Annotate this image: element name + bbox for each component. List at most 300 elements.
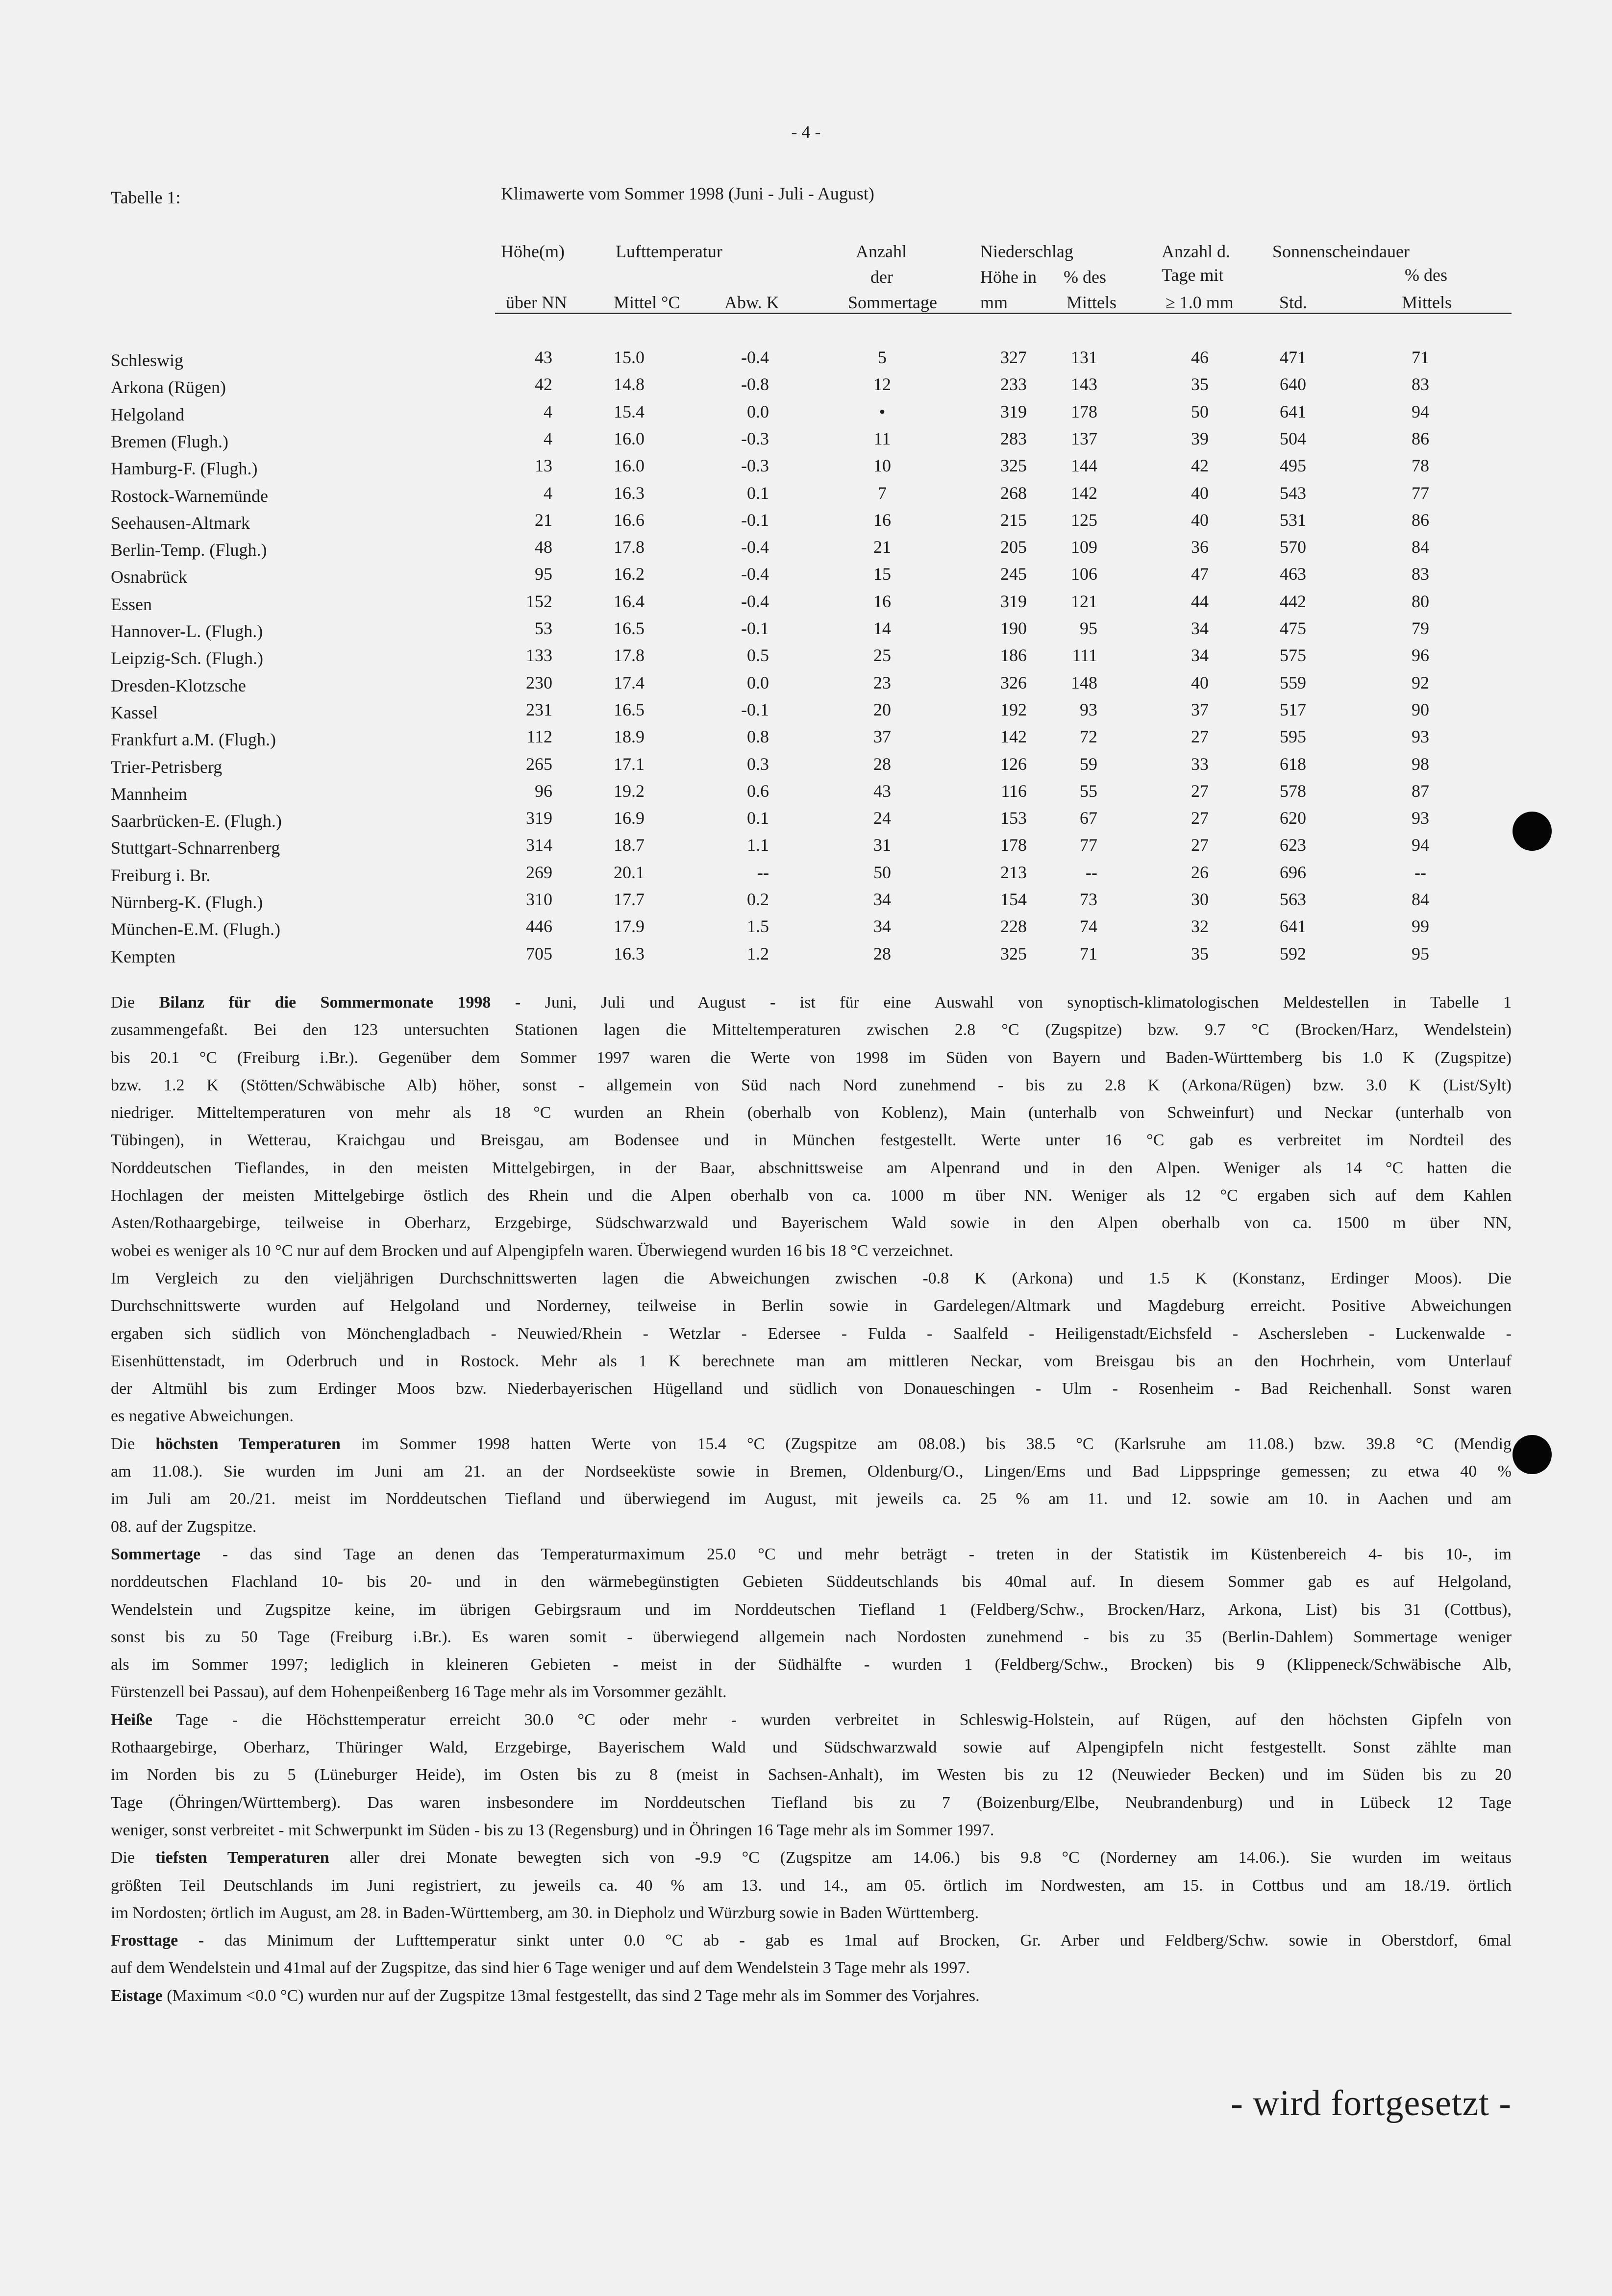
cell-mittel: 16.0: [614, 456, 645, 476]
cell-mittel: 17.4: [614, 672, 645, 692]
cell-niederschlag-mm: 116: [1001, 781, 1027, 801]
header-der: der: [870, 267, 893, 287]
cell-sonne-prozent: 87: [1412, 781, 1429, 801]
cell-niederschlag-prozent: 131: [1071, 347, 1097, 367]
prose-line-text: Eisenhüttenstadt, im Oderbruch und in Rostock. Mehr als 1 K berechnete man am mittleren Neckar, vom Breisgau bis an den Hochrhein, vom Unterlauf: [111, 1352, 1512, 1370]
cell-sonne-prozent: 94: [1412, 401, 1429, 421]
cell-sonne-std: 620: [1280, 808, 1306, 828]
prose-line-text: Hochlagen der meisten Mittelgebirge östlich des Rhein und die Alpen oberhalb von ca. 1000 m über NN. Weniger als 12 °C ergaben sich auf dem Kahlen: [111, 1186, 1512, 1205]
cell-tage: 34: [1191, 645, 1209, 666]
prose-line: [111, 1872, 1512, 1900]
cell-sommertage: 24: [873, 808, 891, 828]
prose-line: [111, 1182, 1512, 1210]
prose-line: [111, 1485, 1512, 1513]
cell-niederschlag-prozent: 106: [1071, 564, 1097, 584]
prose-line: [111, 1513, 1512, 1541]
prose-line: [111, 1292, 1512, 1320]
prose-line-text: Fürstenzell bei Passau), auf dem Hohenpeißenberg 16 Tage mehr als im Vorsommer gezählt.: [111, 1683, 727, 1702]
prose-line-text: (Maximum <0.0 °C) wurden nur auf der Zugspitze 13mal festgestellt, das sind 2 Tage mehr als im Sommer des Vorjahres.: [162, 1986, 980, 2005]
prose-line-text: - das Minimum der Lufttemperatur sinkt unter 0.0 °C ab - gab es 1mal auf Brocken, Gr. Arber und Feldberg/Schw. sowie in Oberstdorf, 6mal: [178, 1931, 1512, 1950]
table-row: [0, 374, 1612, 404]
prose-line: [111, 1403, 1512, 1430]
cell-sonne-prozent: 80: [1412, 591, 1429, 611]
prose-line-text: zusammengefaßt. Bei den 123 untersuchten Stationen lagen die Mitteltemperaturen zwischen 2.8 °C (Zugspitze) bzw. 9.7 °C (Brocken/Harz, Wendelstein): [111, 1021, 1512, 1039]
cell-abweichung: 0.0: [747, 672, 769, 692]
cell-sonne-std: 623: [1280, 835, 1306, 855]
cell-niederschlag-prozent: 142: [1071, 483, 1097, 503]
prose-line-text: - Juni, Juli und August - ist für eine Auswahl von synoptisch-klimatologischen Meldestellen in Tabelle 1: [491, 993, 1512, 1012]
prose-line-text: - das sind Tage an denen das Temperaturmaximum 25.0 °C und mehr beträgt - treten in der Statistik im Küstenbereich 4- bis 10-, im: [200, 1545, 1512, 1563]
cell-sommertage: 37: [873, 727, 891, 747]
prose-line: [111, 1734, 1512, 1761]
prose-line-text: bzw. 1.2 K (Stötten/Schwäbische Alb) höher, sonst - allgemein von Süd nach Nord zunehmend - bis zu 2.8 K (Arkona/Rügen) bzw. 3.0 K (List/Sylt): [111, 1076, 1512, 1094]
cell-tage: 44: [1191, 591, 1209, 611]
prose-line-text: 08. auf der Zugspitze.: [111, 1517, 257, 1536]
cell-sommertage: 34: [873, 916, 891, 937]
prose-line-text: der Altmühl bis zum Erdinger Moos bzw. Niederbayerischen Hügelland und südlich von Donaueschingen - Ulm - Rosenheim - Bad Reichenhall. Sonst waren: [111, 1380, 1512, 1398]
prose-line: [111, 1541, 1512, 1568]
cell-hoehe: 133: [526, 645, 552, 666]
cell-sommertage: 16: [873, 510, 891, 530]
cell-sonne-std: 475: [1280, 618, 1306, 638]
cell-hoehe: 705: [526, 943, 552, 963]
cell-station: Osnabrück: [111, 567, 187, 587]
cell-niederschlag-prozent: 73: [1080, 889, 1097, 909]
table-row: [0, 510, 1612, 540]
cell-sommertage: 14: [873, 618, 891, 638]
cell-hoehe: 42: [535, 374, 552, 395]
cell-niederschlag-prozent: 95: [1080, 618, 1097, 638]
prose-line-text: sonst bis zu 50 Tage (Freiburg i.Br.). Es waren somit - überwiegend allgemein nach Nordosten zunehmend - bis zu 35 (Berlin-Dahlem) Sommertage weniger: [111, 1628, 1512, 1646]
cell-tage: 40: [1191, 510, 1209, 530]
cell-station: Trier-Petrisberg: [111, 757, 223, 777]
cell-hoehe: 53: [535, 618, 552, 638]
cell-sonne-std: 517: [1280, 699, 1306, 719]
cell-sommertage: 5: [878, 347, 887, 367]
cell-sonne-std: 641: [1280, 401, 1306, 421]
header-std: Std.: [1279, 293, 1308, 312]
cell-niederschlag-mm: 126: [1000, 754, 1027, 774]
prose-line: [111, 1099, 1512, 1127]
cell-hoehe: 231: [526, 699, 552, 719]
cell-sommertage: 15: [873, 564, 891, 584]
cell-sommertage: 28: [873, 754, 891, 774]
cell-mittel: 16.6: [614, 510, 645, 530]
prose-line-text: Tage - die Höchsttemperatur erreicht 30.0 °C oder mehr - wurden verbreitet in Schleswig-Holstein, auf Rügen, auf den höchsten Gipfeln von: [152, 1710, 1512, 1729]
cell-niederschlag-mm: 142: [1000, 727, 1027, 747]
header-hoehe-in: Höhe in: [980, 267, 1037, 287]
continued-note: - wird fortgesetzt -: [1231, 2083, 1512, 2123]
cell-sonne-prozent: 90: [1412, 699, 1429, 719]
cell-niederschlag-prozent: --: [1086, 862, 1097, 882]
cell-niederschlag-prozent: 121: [1071, 591, 1097, 611]
prose-line: [111, 1761, 1512, 1789]
prose-line-text: Durchschnittswerte wurden auf Helgoland und Norderney, teilweise in Berlin sowie in Gardelegen/Altmark und Magdeburg erreicht. Positive Abweichungen: [111, 1297, 1512, 1315]
prose-line-text: wobei es weniger als 10 °C nur auf dem Brocken und auf Alpengipfeln waren. Überwiegend wurden 16 bis 18 °C verzeichnet.: [111, 1241, 954, 1260]
cell-niederschlag-mm: 190: [1000, 618, 1027, 638]
cell-hoehe: 4: [544, 483, 552, 503]
table-row: [0, 537, 1612, 567]
prose-line-text: Tage (Öhringen/Württemberg). Das waren insbesondere im Norddeutschen Tiefland bis zu 7 (Boizenburg/Elbe, Neubrandenburg) und in Lübeck 12 Tage: [111, 1793, 1512, 1812]
prose-line-prefix: Die: [111, 1434, 156, 1453]
header-sonne-mittels: Mittels: [1402, 293, 1452, 312]
prose-lead-term: Bilanz für die Sommermonate 1998: [159, 993, 491, 1012]
cell-tage: 26: [1191, 862, 1209, 882]
cell-sonne-std: 563: [1280, 889, 1306, 909]
cell-niederschlag-mm: 233: [1000, 374, 1027, 395]
page-number: - 4 -: [791, 122, 821, 142]
cell-niederschlag-prozent: 137: [1071, 428, 1097, 448]
cell-tage: 39: [1191, 428, 1209, 448]
prose-line-text: Im Vergleich zu den vieljährigen Durchschnittswerten lagen die Abweichungen zwischen -0.8 K (Arkona) und 1.5 K (Konstanz, Erdinger Moos). Die: [111, 1269, 1512, 1287]
cell-station: Hannover-L. (Flugh.): [111, 621, 263, 641]
cell-sonne-prozent: 98: [1412, 754, 1429, 774]
prose-line-text: niedriger. Mitteltemperaturen von mehr als 18 °C wurden an Rhein (oberhalb von Koblenz), Main (unterhalb von Schweinfurt) und Neckar (unterhalb von: [111, 1104, 1512, 1122]
prose-line: [111, 1127, 1512, 1154]
cell-mittel: 17.1: [614, 754, 645, 774]
cell-sonne-prozent: 95: [1412, 943, 1429, 963]
cell-hoehe: 4: [544, 428, 552, 448]
header-ge-1mm: ≥ 1.0 mm: [1166, 293, 1234, 312]
prose-line-text: größten Teil Deutschlands im Juni registriert, zu jeweils ca. 40 % am 13. und 14., am 05. örtlich im Nordwesten, am 15. in Cottbus und am 18./19. örtlich: [111, 1876, 1512, 1895]
cell-niederschlag-mm: 245: [1000, 564, 1027, 584]
table-row: [0, 916, 1612, 946]
cell-sonne-std: 463: [1280, 564, 1306, 584]
cell-sonne-std: 578: [1280, 781, 1306, 801]
cell-sonne-prozent: 94: [1412, 835, 1429, 855]
prose-line: [111, 1016, 1512, 1044]
cell-hoehe: 48: [535, 537, 552, 557]
prose-line: [111, 1900, 1512, 1927]
cell-niederschlag-prozent: 74: [1080, 916, 1097, 937]
table-row: [0, 591, 1612, 621]
cell-mittel: 17.8: [614, 645, 645, 666]
cell-tage: 37: [1191, 699, 1209, 719]
punch-hole-top: [1513, 812, 1552, 851]
cell-hoehe: 95: [535, 564, 552, 584]
cell-tage: 27: [1191, 727, 1209, 747]
cell-station: Seehausen-Altmark: [111, 513, 250, 533]
cell-abweichung: -0.8: [741, 374, 769, 395]
cell-station: Freiburg i. Br.: [111, 865, 211, 885]
table-row: [0, 564, 1612, 594]
cell-niederschlag-prozent: 125: [1071, 510, 1097, 530]
cell-sommertage: 34: [873, 889, 891, 909]
cell-station: München-E.M. (Flugh.): [111, 919, 280, 939]
cell-mittel: 16.0: [614, 428, 645, 448]
cell-mittel: 16.2: [614, 564, 645, 584]
header-rule: [495, 313, 1512, 314]
cell-niederschlag-mm: 213: [1000, 862, 1027, 882]
prose-line: [111, 1458, 1512, 1485]
prose-line: [111, 1679, 1512, 1706]
cell-niederschlag-prozent: 178: [1071, 401, 1097, 421]
cell-hoehe: 96: [535, 781, 552, 801]
table-row: [0, 618, 1612, 648]
cell-sonne-prozent: 93: [1412, 727, 1429, 747]
cell-sommertage: 11: [873, 428, 891, 448]
cell-mittel: 16.9: [614, 808, 645, 828]
cell-tage: 32: [1191, 916, 1209, 937]
cell-sommertage: 16: [873, 591, 891, 611]
prose-line: [111, 1210, 1512, 1237]
cell-abweichung: 0.3: [747, 754, 769, 774]
prose-line: [111, 989, 1512, 1016]
cell-sommertage: 12: [873, 374, 891, 395]
cell-sonne-prozent: 86: [1412, 510, 1429, 530]
header-lufttemperatur: Lufttemperatur: [616, 242, 722, 261]
prose-line-text: auf dem Wendelstein und 41mal auf der Zugspitze, das sind hier 6 Tage weniger und auf dem Wendelstein 3 Tage mehr als 1997.: [111, 1959, 970, 1977]
header-tage-mit: Tage mit: [1162, 265, 1224, 285]
table-row: [0, 347, 1612, 377]
table-label: Tabelle 1:: [111, 188, 181, 207]
cell-sonne-std: 559: [1280, 672, 1306, 692]
cell-station: Stuttgart-Schnarrenberg: [111, 838, 280, 858]
prose-line: [111, 1651, 1512, 1679]
table-row: [0, 754, 1612, 784]
cell-station: Rostock-Warnemünde: [111, 486, 269, 506]
prose-line-text: es negative Abweichungen.: [111, 1407, 294, 1426]
prose-lead-term: höchsten Temperaturen: [155, 1434, 341, 1453]
cell-mittel: 15.0: [614, 347, 645, 367]
cell-sonne-std: 543: [1280, 483, 1306, 503]
cell-abweichung: -0.3: [741, 456, 769, 476]
cell-tage: 35: [1191, 943, 1209, 963]
header-hoehe: Höhe(m): [501, 242, 565, 261]
prose-line: [111, 1817, 1512, 1844]
prose-line-text: aller drei Monate bewegten sich von -9.9 °C (Zugspitze am 14.06.) bis 9.8 °C (Norderney am 14.06.). Sie wurden im weitaus: [329, 1849, 1512, 1867]
prose-line-text: Wendelstein und Zugspitze keine, im übrigen Gebirgsraum und im Norddeutschen Tiefland 1 (Feldberg/Schw., Brocken/Harz, Arkona, List) bis 31 (Cottbus),: [111, 1600, 1512, 1619]
cell-abweichung: -0.4: [741, 591, 769, 611]
table-row: [0, 699, 1612, 730]
cell-sonne-prozent: 84: [1412, 889, 1429, 909]
header-sonne-prozent: % des: [1405, 265, 1447, 285]
header-anzahl: Anzahl: [856, 242, 907, 261]
cell-station: Hamburg-F. (Flugh.): [111, 459, 258, 479]
cell-abweichung: -0.3: [741, 428, 769, 448]
header-anzahl-tage: Anzahl d.: [1162, 242, 1230, 261]
prose-line-text: Norddeutschen Tieflandes, in den meisten Mittelgebirgen, in der Baar, abschnittsweise am Alpenrand und in den Alpen. Weniger als 14 °C hatten die: [111, 1159, 1512, 1177]
cell-abweichung: 1.5: [747, 916, 769, 937]
cell-tage: 27: [1191, 808, 1209, 828]
cell-sonne-prozent: 79: [1412, 618, 1429, 638]
prose-line-prefix: Die: [111, 1849, 155, 1867]
cell-sonne-std: 495: [1280, 456, 1306, 476]
prose-line-text: im Juli am 20./21. meist im Norddeutschen Tiefland und überwiegend im August, mit jeweils ca. 25 % am 11. und 12. sowie am 10. in Aachen und am: [111, 1490, 1512, 1508]
prose-line-prefix: Die: [111, 993, 159, 1012]
prose-lead-term: Eistage: [111, 1986, 163, 2005]
prose-line-text: ergaben sich südlich von Mönchengladbach - Neuwied/Rhein - Wetzlar - Edersee - Fulda - Saalfeld - Heiligenstadt/Eichsfeld - Aschersleben - Luckenwalde -: [111, 1324, 1512, 1343]
table-row: [0, 862, 1612, 892]
cell-sommertage: 25: [873, 645, 891, 666]
prose-line-text: im Sommer 1998 hatten Werte von 15.4 °C (Zugspitze am 08.08.) bis 38.5 °C (Karlsruhe am 11.08.) bzw. 39.8 °C (Mendig: [340, 1434, 1512, 1453]
prose-line-text: Tübingen), in Wetterau, Kraichgau und Breisgau, am Bodensee und in München festgestellt. Werte unter 16 °C gab es verbreitet im Nordteil des: [111, 1131, 1512, 1150]
prose-lead-term: tiefsten Temperaturen: [155, 1849, 329, 1867]
cell-sonne-prozent: 78: [1412, 456, 1429, 476]
cell-mittel: 14.8: [614, 374, 645, 395]
cell-hoehe: 314: [526, 835, 552, 855]
table-row: [0, 483, 1612, 513]
cell-niederschlag-mm: 319: [1000, 401, 1027, 421]
cell-sonne-std: 641: [1280, 916, 1306, 937]
cell-mittel: 17.7: [614, 889, 645, 909]
cell-niederschlag-prozent: 111: [1072, 645, 1097, 666]
cell-abweichung: -0.4: [741, 564, 769, 584]
header-ueber-nn: über NN: [506, 293, 567, 312]
cell-abweichung: 0.1: [747, 808, 769, 828]
cell-niederschlag-prozent: 109: [1071, 537, 1097, 557]
cell-sonne-std: 618: [1280, 754, 1306, 774]
cell-niederschlag-prozent: 77: [1080, 835, 1097, 855]
cell-tage: 34: [1191, 618, 1209, 638]
cell-hoehe: 13: [535, 456, 552, 476]
cell-sonne-std: 471: [1280, 347, 1306, 367]
cell-sonne-std: 595: [1280, 727, 1306, 747]
cell-niederschlag-prozent: 71: [1080, 943, 1097, 963]
cell-sonne-prozent: --: [1414, 862, 1426, 882]
cell-abweichung: -0.1: [741, 510, 769, 530]
cell-abweichung: -0.4: [741, 347, 769, 367]
prose-line: [111, 1431, 1512, 1458]
cell-niederschlag-mm: 215: [1000, 510, 1027, 530]
cell-sonne-std: 640: [1280, 374, 1306, 395]
prose-line-text: im Nordosten; örtlich im August, am 28. in Baden-Württemberg, am 30. in Diepholz und Würzburg sowie in Baden Württemberg.: [111, 1903, 979, 1922]
prose-line: [111, 1320, 1512, 1348]
cell-hoehe: 152: [526, 591, 552, 611]
cell-sommertage: 50: [873, 862, 891, 882]
cell-tage: 35: [1191, 374, 1209, 395]
prose-line: [111, 1624, 1512, 1651]
cell-abweichung: 1.1: [747, 835, 769, 855]
table-caption: Klimawerte vom Sommer 1998 (Juni - Juli - August): [501, 184, 874, 203]
cell-niederschlag-mm: 205: [1000, 537, 1027, 557]
cell-niederschlag-mm: 186: [1000, 645, 1027, 666]
cell-sommertage: 28: [873, 943, 891, 963]
cell-sommertage: 43: [873, 781, 891, 801]
header-abweichung: Abw. K: [724, 293, 779, 312]
cell-station: Bremen (Flugh.): [111, 431, 228, 451]
cell-abweichung: -0.1: [741, 618, 769, 638]
table-row: [0, 835, 1612, 865]
cell-mittel: 16.5: [614, 699, 645, 719]
cell-niederschlag-mm: 192: [1000, 699, 1027, 719]
cell-niederschlag-mm: 319: [1000, 591, 1027, 611]
cell-sommertage: 7: [878, 483, 887, 503]
prose-line-text: norddeutschen Flachland 10- bis 20- und in den wärmebegünstigten Gebieten Süddeutschlands bis 40mal auf. In diesem Sommer gab es auf Helgoland,: [111, 1573, 1512, 1591]
cell-station: Kassel: [111, 702, 158, 722]
cell-abweichung: -0.4: [741, 537, 769, 557]
cell-hoehe: 269: [526, 862, 552, 882]
cell-sonne-prozent: 92: [1412, 672, 1429, 692]
prose-line-text: weniger, sonst verbreitet - mit Schwerpunkt im Süden - bis zu 13 (Regensburg) und in Öhringen 16 Tage mehr als im Sommer 1997.: [111, 1821, 994, 1839]
prose-line: [111, 1706, 1512, 1734]
cell-station: Berlin-Temp. (Flugh.): [111, 540, 267, 560]
cell-sonne-std: 570: [1280, 537, 1306, 557]
cell-sonne-std: 442: [1280, 591, 1306, 611]
cell-niederschlag-mm: 228: [1000, 916, 1027, 937]
cell-niederschlag-prozent: 144: [1071, 456, 1097, 476]
cell-mittel: 16.4: [614, 591, 645, 611]
cell-station: Mannheim: [111, 784, 187, 804]
prose-lead-term: Sommertage: [111, 1545, 201, 1563]
table-row: [0, 458, 1612, 486]
prose-line: [111, 1982, 1512, 2010]
prose-line: [111, 1568, 1512, 1596]
cell-mittel: 16.5: [614, 618, 645, 638]
cell-niederschlag-mm: 325: [1000, 456, 1027, 476]
cell-niederschlag-prozent: 67: [1080, 808, 1097, 828]
cell-hoehe: 310: [526, 889, 552, 909]
cell-niederschlag-mm: 178: [1000, 835, 1027, 855]
cell-mittel: 18.7: [614, 835, 645, 855]
cell-abweichung: 1.2: [747, 943, 769, 963]
cell-hoehe: 43: [535, 347, 552, 367]
cell-station: Nürnberg-K. (Flugh.): [111, 892, 263, 912]
table-row: [0, 729, 1612, 757]
cell-niederschlag-mm: 268: [1000, 483, 1027, 503]
cell-hoehe: 265: [526, 754, 552, 774]
prose-text: [111, 989, 1512, 2010]
cell-sonne-std: 504: [1280, 428, 1306, 448]
cell-tage: 47: [1191, 564, 1209, 584]
prose-line: [111, 1237, 1512, 1265]
cell-tage: 50: [1191, 401, 1209, 421]
table-row: [0, 943, 1612, 974]
cell-mittel: 20.1: [614, 862, 645, 882]
cell-niederschlag-mm: 327: [1000, 347, 1027, 367]
prose-line: [111, 1265, 1512, 1292]
cell-tage: 27: [1191, 781, 1209, 801]
prose-line: [111, 1596, 1512, 1624]
cell-station: Leipzig-Sch. (Flugh.): [111, 648, 263, 668]
cell-sonne-prozent: 71: [1412, 347, 1429, 367]
cell-niederschlag-mm: 325: [1000, 943, 1027, 963]
cell-abweichung: 0.2: [747, 889, 769, 909]
table-row: [0, 645, 1612, 675]
cell-sonne-std: 531: [1280, 510, 1306, 530]
cell-tage: 27: [1191, 835, 1209, 855]
cell-station: Helgoland: [111, 404, 184, 424]
header-mittels: Mittels: [1066, 293, 1117, 312]
cell-niederschlag-mm: 154: [1000, 889, 1027, 909]
cell-mittel: 16.3: [614, 943, 645, 963]
cell-hoehe: 21: [535, 510, 552, 530]
prose-line: [111, 1348, 1512, 1375]
cell-station: Schleswig: [111, 350, 183, 370]
cell-tage: 40: [1191, 672, 1209, 692]
cell-sommertage: 23: [873, 672, 891, 692]
cell-station: Arkona (Rügen): [111, 377, 226, 397]
header-prozent-des: % des: [1064, 267, 1106, 287]
punch-hole-bottom: [1513, 1435, 1552, 1474]
cell-abweichung: 0.5: [747, 645, 769, 666]
prose-line-text: Rothaargebirge, Oberharz, Thüringer Wald, Erzgebirge, Bayerischem Wald und Südschwarzwald sowie auf Alpengipfeln nicht festgestellt. Sonst zählte man: [111, 1738, 1512, 1757]
cell-sonne-std: 575: [1280, 645, 1306, 666]
cell-station: Saarbrücken-E. (Flugh.): [111, 811, 282, 831]
cell-abweichung: 0.6: [747, 781, 769, 801]
prose-line-text: Asten/Rothaargebirge, teilweise in Oberharz, Erzgebirge, Südschwarzwald und Bayerischem Wald sowie in den Alpen oberhalb von ca. 1500 m über NN,: [111, 1214, 1512, 1233]
cell-mittel: 17.8: [614, 537, 645, 557]
cell-hoehe: 446: [526, 916, 552, 937]
cell-station: Kempten: [111, 946, 175, 966]
cell-sommertage: 21: [873, 537, 891, 557]
prose-line-text: im Norden bis zu 5 (Lüneburger Heide), im Osten bis zu 8 (meist in Sachsen-Anhalt), im Westen bis zu 12 (Neuwieder Becken) und im Süden bis zu 20: [111, 1766, 1512, 1784]
cell-niederschlag-prozent: 72: [1080, 727, 1097, 747]
prose-line: [111, 1375, 1512, 1403]
header-sommertage: Sommertage: [848, 293, 937, 312]
cell-sommertage: •: [879, 401, 886, 421]
cell-niederschlag-mm: 283: [1000, 428, 1027, 448]
